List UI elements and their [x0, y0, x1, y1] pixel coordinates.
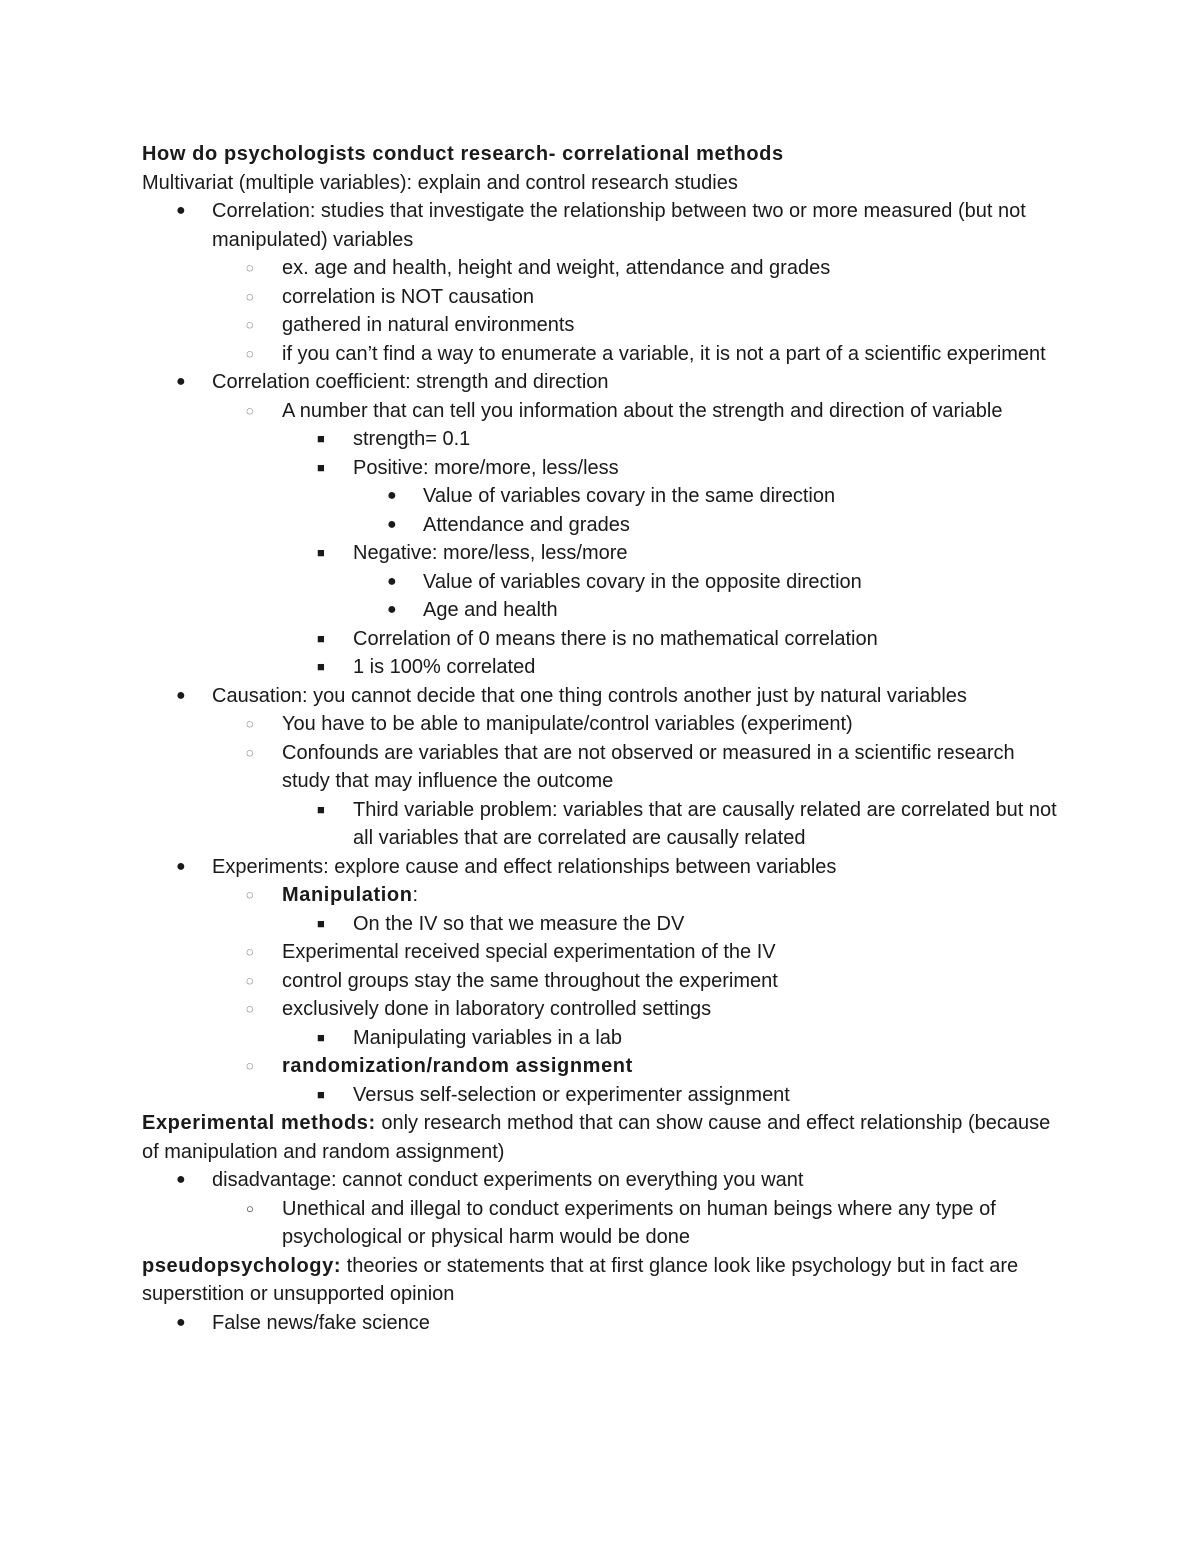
bullet-dotted-circle-icon: ◌: [246, 944, 254, 959]
list-item-bold-term: Manipulation: [282, 884, 413, 906]
list-item-text: Correlation: studies that investigate the relationship between two or more measured (but not manipulated) variables: [212, 200, 1026, 251]
bullet-dotted-circle-icon: ◌: [246, 317, 254, 332]
list-item-bold-term: randomization/random assignment: [282, 1055, 633, 1077]
list-item-false-news: [142, 1309, 1062, 1338]
document-body: [142, 140, 1062, 1337]
list-item-confounds: [142, 739, 1062, 796]
list-item-pos-same: [142, 482, 1062, 511]
list-item-text: gathered in natural environments: [282, 314, 575, 336]
list-item-disadvantage: [142, 1166, 1062, 1195]
list-item-text: exclusively done in laboratory controlled settings: [282, 998, 712, 1020]
bullet-square-icon: ■: [317, 545, 325, 560]
list-item-text: control groups stay the same throughout the experiment: [282, 969, 778, 992]
list-item-manipulation: [142, 881, 1062, 910]
bullet-dot-icon: ●: [387, 487, 397, 504]
bullet-dotted-circle-icon: ◌: [246, 1058, 254, 1073]
bullet-dot-icon: ●: [387, 601, 397, 618]
list-item-text: Causation: you cannot decide that one thing controls another just by natural variables: [212, 684, 967, 707]
list-item-control-groups: [142, 967, 1062, 996]
bullet-dot-icon: ●: [176, 373, 186, 390]
bullet-dotted-circle-icon: ◌: [246, 260, 254, 275]
list-item-zero: [142, 625, 1062, 654]
list-item-strength: [142, 425, 1062, 454]
bullet-dot-icon: ●: [176, 1171, 186, 1188]
bullet-dotted-circle-icon: ◌: [246, 402, 254, 418]
list-item-text: On the IV so that we measure the DV: [353, 912, 685, 935]
list-item-neg-example: [142, 596, 1062, 625]
list-item-corr-enumerate: [142, 340, 1062, 369]
term-pseudopsychology: pseudopsychology:: [142, 1254, 342, 1277]
list-item-on-iv: [142, 910, 1062, 939]
list-item-coefficient: [142, 368, 1062, 397]
list-item-neg-opposite: [142, 568, 1062, 597]
list-item-corr-not-causation: [142, 283, 1062, 312]
bullet-square-icon: ■: [317, 630, 325, 646]
list-item-exp-received: [142, 938, 1062, 967]
pseudopsychology-paragraph: [142, 1252, 1062, 1309]
list-item-correlation: [142, 197, 1062, 254]
bullet-dot-icon: ●: [176, 202, 186, 219]
list-item-coef-number: [142, 397, 1062, 426]
list-item-text: Age and health: [423, 599, 558, 621]
list-item-text: Confounds are variables that are not observed or measured in a scientific research study that may influence the outcome: [282, 741, 1015, 792]
list-item-corr-example: [142, 254, 1062, 283]
bullet-circle-icon: ○: [246, 1200, 254, 1216]
list-item-text: Experiments: explore cause and effect relationships between variables: [212, 855, 837, 878]
bullet-dot-icon: ●: [176, 1313, 186, 1331]
bullet-dotted-circle-icon: ◌: [246, 887, 254, 902]
document-heading: How do psychologists conduct research- correlational methods: [142, 143, 784, 165]
list-item-corr-natural: [142, 311, 1062, 340]
list-item-text: False news/fake science: [212, 1311, 430, 1334]
bullet-square-icon: ■: [317, 659, 325, 674]
bullet-dotted-circle-icon: ◌: [246, 972, 254, 988]
experimental-methods-paragraph: [142, 1109, 1062, 1166]
list-item-text: Versus self-selection or experimenter assignment: [353, 1083, 790, 1106]
term-experimental-methods: Experimental methods:: [142, 1112, 376, 1134]
list-item-text: Value of variables covary in the opposite direction: [423, 570, 862, 593]
list-item-text: disadvantage: cannot conduct experiments on everything you want: [212, 1169, 804, 1191]
list-item-text: if you can’t find a way to enumerate a variable, it is not a part of a scientific experiment: [282, 342, 1046, 365]
list-item-text: Unethical and illegal to conduct experiments on human beings where any type of psychological or physical harm would be done: [282, 1197, 996, 1248]
list-item-text: Positive: more/more, less/less: [353, 456, 619, 479]
intro-line: Multivariat (multiple variables): explain and control research studies: [142, 171, 738, 194]
list-item-text: A number that can tell you information about the strength and direction of variable: [282, 399, 1003, 422]
list-item-positive: [142, 454, 1062, 483]
bullet-dot-icon: ●: [387, 515, 397, 533]
list-item-text: Third variable problem: variables that are causally related are correlated but not all variables that are correlated are causally related: [353, 798, 1057, 849]
list-item-lab-manip: [142, 1024, 1062, 1053]
list-item-experiments: [142, 853, 1062, 882]
bullet-dot-icon: ●: [387, 572, 397, 590]
list-item-text: ex. age and health, height and weight, attendance and grades: [282, 257, 831, 279]
list-item-text: Correlation of 0 means there is no mathematical correlation: [353, 627, 878, 650]
bullet-square-icon: ■: [317, 459, 325, 475]
list-item-cause-manip: [142, 710, 1062, 739]
list-item-text: Negative: more/less, less/more: [353, 542, 628, 564]
list-item-lab-settings: [142, 995, 1062, 1024]
list-item-unethical: [142, 1195, 1062, 1252]
bullet-square-icon: ■: [317, 431, 325, 446]
bullet-dot-icon: ●: [176, 857, 186, 875]
bullet-square-icon: ■: [317, 1086, 325, 1102]
bullet-dotted-circle-icon: ◌: [246, 744, 254, 760]
list-item-text: 1 is 100% correlated: [353, 656, 536, 678]
list-item-text: Correlation coefficient: strength and direction: [212, 371, 609, 393]
paragraph-text: theories or statements that at first glance look like psychology but in fact are superstition or unsupported opinion: [142, 1254, 1019, 1305]
list-item-text: Manipulating variables in a lab: [353, 1026, 623, 1049]
list-item-third-variable: [142, 796, 1062, 853]
bullet-dotted-circle-icon: ◌: [246, 1001, 254, 1016]
list-item-text: Experimental received special experimentation of the IV: [282, 941, 776, 963]
list-item-pos-example: [142, 511, 1062, 540]
list-item-text: Value of variables covary in the same direction: [423, 485, 836, 507]
list-item-causation: [142, 682, 1062, 711]
bullet-dotted-circle-icon: ◌: [246, 716, 254, 731]
bullet-square-icon: ■: [317, 915, 325, 931]
list-item-one: [142, 653, 1062, 682]
bullet-dotted-circle-icon: ◌: [246, 288, 254, 304]
list-item-text: :: [412, 884, 419, 906]
bullet-square-icon: ■: [317, 801, 325, 817]
bullet-square-icon: ■: [317, 1029, 325, 1045]
list-item-text: You have to be able to manipulate/control variables (experiment): [282, 713, 853, 735]
list-item-randomization: [142, 1052, 1062, 1081]
paragraph-text: only research method that can show cause and effect relationship (because of manipulation and random assignment): [142, 1112, 1051, 1163]
list-item-negative: [142, 539, 1062, 568]
list-item-versus: [142, 1081, 1062, 1110]
list-item-text: correlation is NOT causation: [282, 285, 534, 308]
list-item-text: Attendance and grades: [423, 513, 630, 536]
bullet-dot-icon: ●: [176, 686, 186, 704]
bullet-dotted-circle-icon: ◌: [246, 345, 254, 361]
list-item-text: strength= 0.1: [353, 428, 471, 450]
